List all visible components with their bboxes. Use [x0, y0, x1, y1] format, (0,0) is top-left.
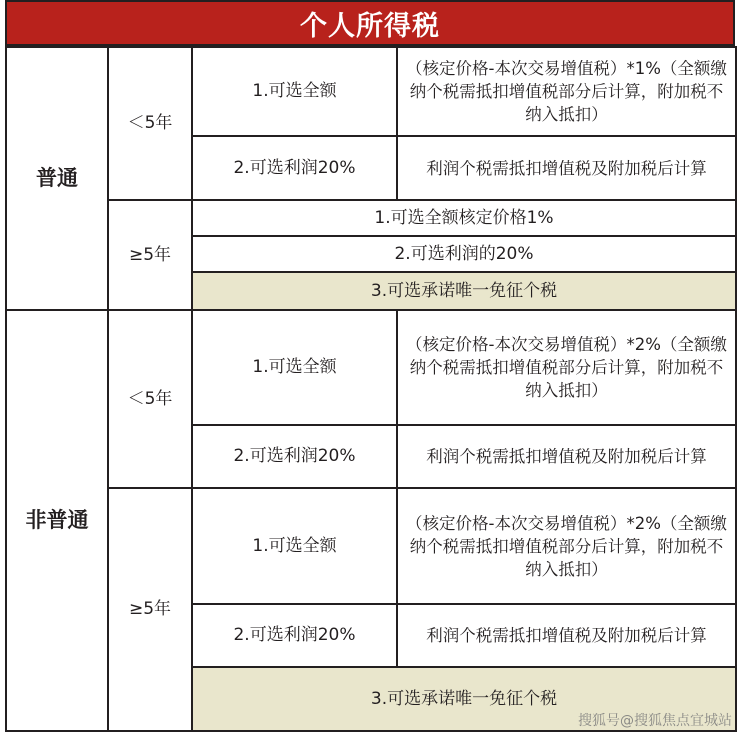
table-row	[6, 200, 736, 236]
option-exempt: 3.可选承诺唯一免征个税	[192, 667, 736, 731]
table-row	[6, 47, 736, 136]
option-exempt: 3.可选承诺唯一免征个税	[192, 272, 736, 310]
note-non-ordinary-full: （核定价格-本次交易增值税）*2%（全额缴纳个税需抵扣增值税部分后计算，附加税不纳入抵扣）	[397, 310, 736, 425]
option-full-amount: 1.可选全额	[192, 47, 397, 136]
years-5-or-more: ≥5年	[108, 200, 192, 310]
note-ordinary-full: （核定价格-本次交易增值税）*1%（全额缴纳个税需抵扣增值税部分后计算，附加税不纳入抵扣）	[397, 47, 736, 136]
option-profit-20: 2.可选利润20%	[192, 136, 397, 200]
option-full-amount-1pct: 1.可选全额核定价格1%	[192, 200, 736, 236]
table-row	[6, 310, 736, 425]
option-profit-20: 2.可选利润20%	[192, 425, 397, 488]
note-ordinary-profit: 利润个税需抵扣增值税及附加税后计算	[397, 136, 736, 200]
years-less-than-5: ＜5年	[108, 310, 192, 488]
tax-table	[5, 46, 737, 732]
option-profit-20: 2.可选利润20%	[192, 604, 397, 667]
note-non-ordinary-profit: 利润个税需抵扣增值税及附加税后计算	[397, 425, 736, 488]
note-non-ordinary-profit-ge5: 利润个税需抵扣增值税及附加税后计算	[397, 604, 736, 667]
category-ordinary: 普通	[6, 47, 108, 310]
watermark: 搜狐号@搜狐焦点宜城站	[578, 713, 732, 729]
category-non-ordinary: 非普通	[6, 310, 108, 731]
option-profit-of-20: 2.可选利润的20%	[192, 236, 736, 272]
option-full-amount: 1.可选全额	[192, 488, 397, 604]
years-5-or-more: ≥5年	[108, 488, 192, 731]
note-non-ordinary-full-ge5: （核定价格-本次交易增值税）*2%（全额缴纳个税需抵扣增值税部分后计算，附加税不纳入抵扣）	[397, 488, 736, 604]
table-row	[6, 488, 736, 604]
option-full-amount: 1.可选全额	[192, 310, 397, 425]
years-less-than-5: ＜5年	[108, 47, 192, 200]
table-title: 个人所得税	[5, 0, 735, 46]
